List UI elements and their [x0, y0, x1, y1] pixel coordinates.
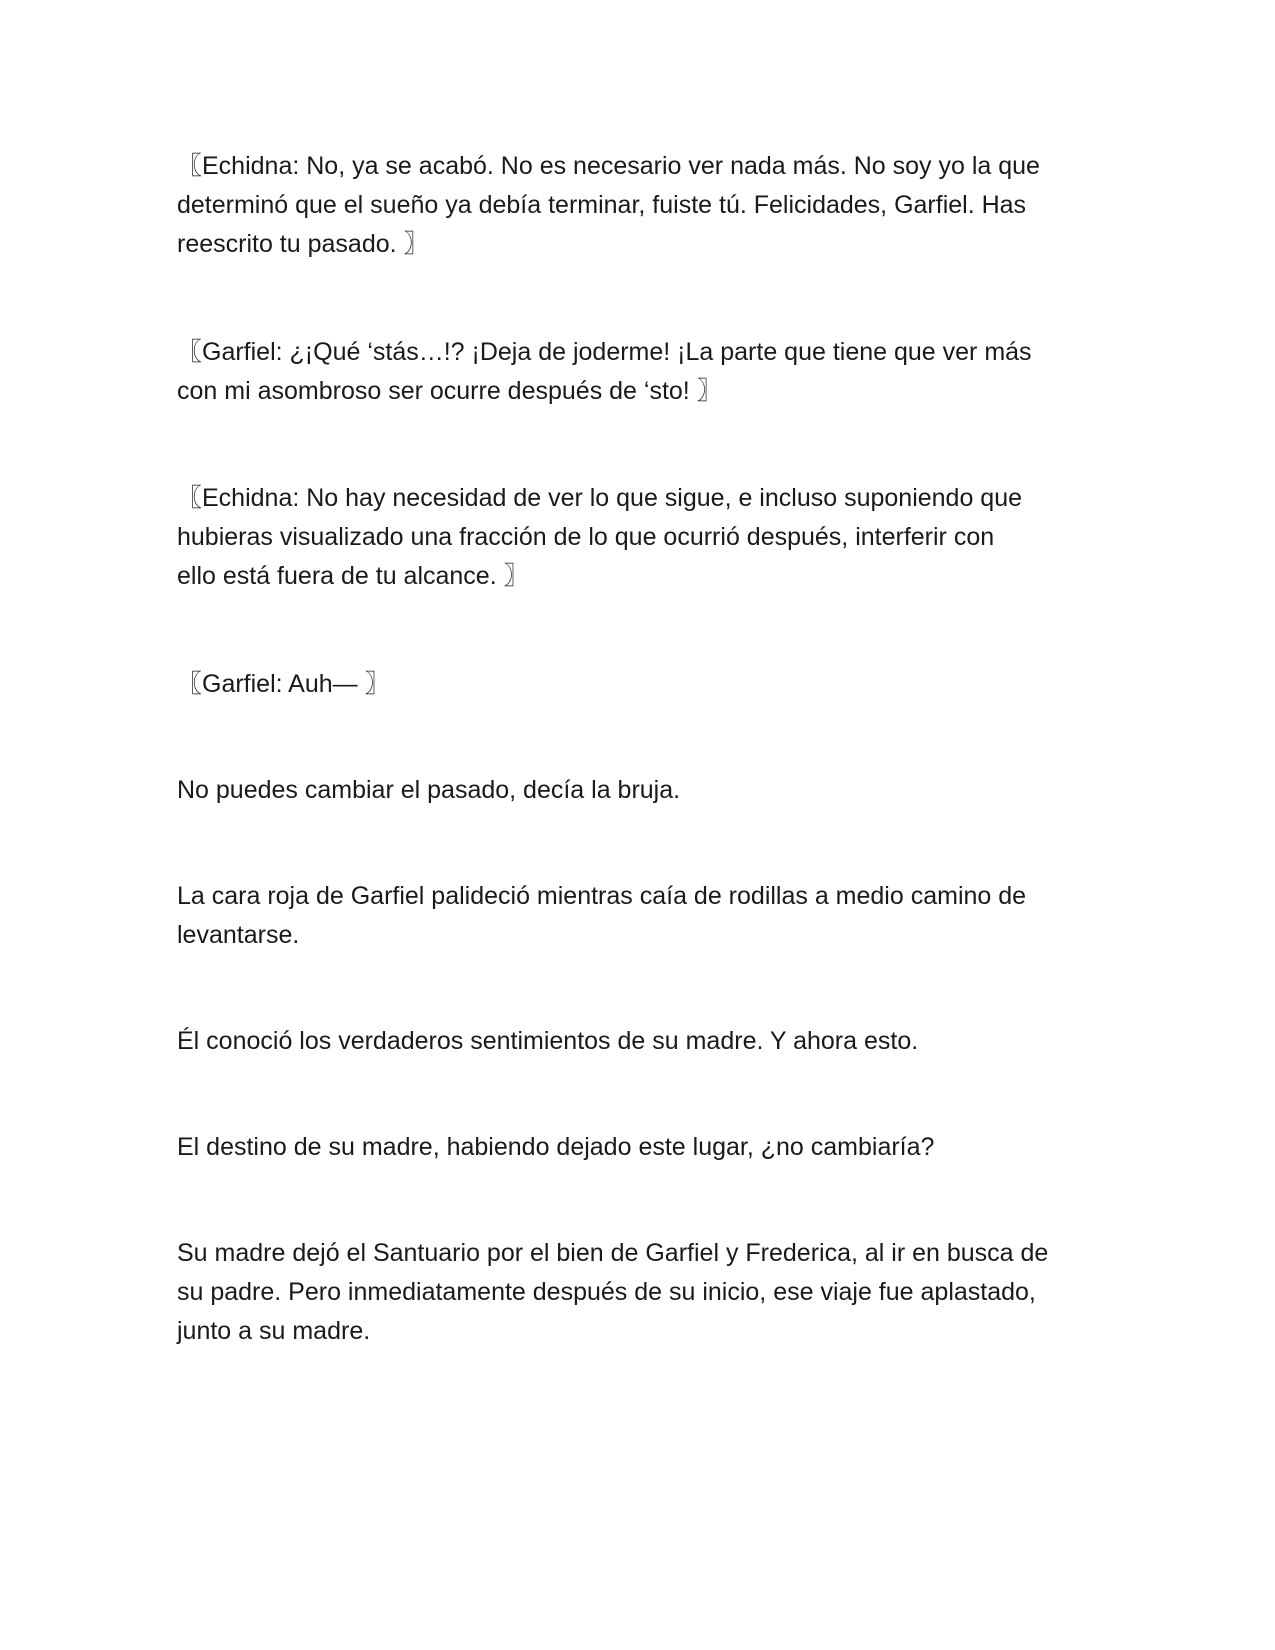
text-line: 〖Garfiel: ¿¡Qué ‘stás…!? ¡Deja de joderme! ¡La parte que tiene que ver más — [177, 338, 1032, 366]
text-line: 〖Echidna: No hay necesidad de ver lo que sigue, e incluso suponiendo que — [177, 484, 1023, 512]
text-line: ello está fuera de tu alcance. 〗 — [177, 562, 529, 590]
text-line: Su madre dejó el Santuario por el bien de Garfiel y Frederica, al ir en busca de — [177, 1239, 1049, 1267]
paragraph-echidna-dialogue-1 — [177, 147, 1117, 264]
paragraph-narration-2 — [177, 877, 1117, 955]
text-line: hubieras visualizado una fracción de lo que ocurrió después, interferir con — [177, 523, 995, 551]
text-line: con mi asombroso ser ocurre después de ‘sto! 〗 — [177, 377, 722, 405]
text-line: No puedes cambiar el pasado, decía la bruja. — [177, 776, 681, 804]
paragraph-narration-5 — [177, 1234, 1117, 1351]
text-line: su padre. Pero inmediatamente después de su inicio, ese viaje fue aplastado, — [177, 1278, 1036, 1306]
text-line: Él conoció los verdaderos sentimientos de su madre. Y ahora esto. — [177, 1027, 919, 1055]
text-line: determinó que el sueño ya debía terminar, fuiste tú. Felicidades, Garfiel. Has — [177, 191, 1027, 219]
text-line: La cara roja de Garfiel palideció mientras caía de rodillas a medio camino de — [177, 882, 1027, 910]
text-line: junto a su madre. — [177, 1317, 371, 1345]
paragraph-garfiel-dialogue-2 — [177, 665, 1117, 704]
text-line: reescrito tu pasado. 〗 — [177, 230, 429, 258]
paragraph-echidna-dialogue-2 — [177, 479, 1117, 596]
paragraph-narration-1 — [177, 771, 1117, 810]
paragraph-narration-3 — [177, 1022, 1117, 1061]
paragraph-garfiel-dialogue-1 — [177, 333, 1117, 411]
paragraph-narration-4 — [177, 1128, 1117, 1167]
text-line: 〖Garfiel: Auh— 〗 — [177, 670, 390, 698]
text-line: levantarse. — [177, 921, 300, 949]
text-line: El destino de su madre, habiendo dejado este lugar, ¿no cambiaría? — [177, 1133, 935, 1161]
text-line: 〖Echidna: No, ya se acabó. No es necesario ver nada más. No soy yo la que — [177, 152, 1040, 180]
